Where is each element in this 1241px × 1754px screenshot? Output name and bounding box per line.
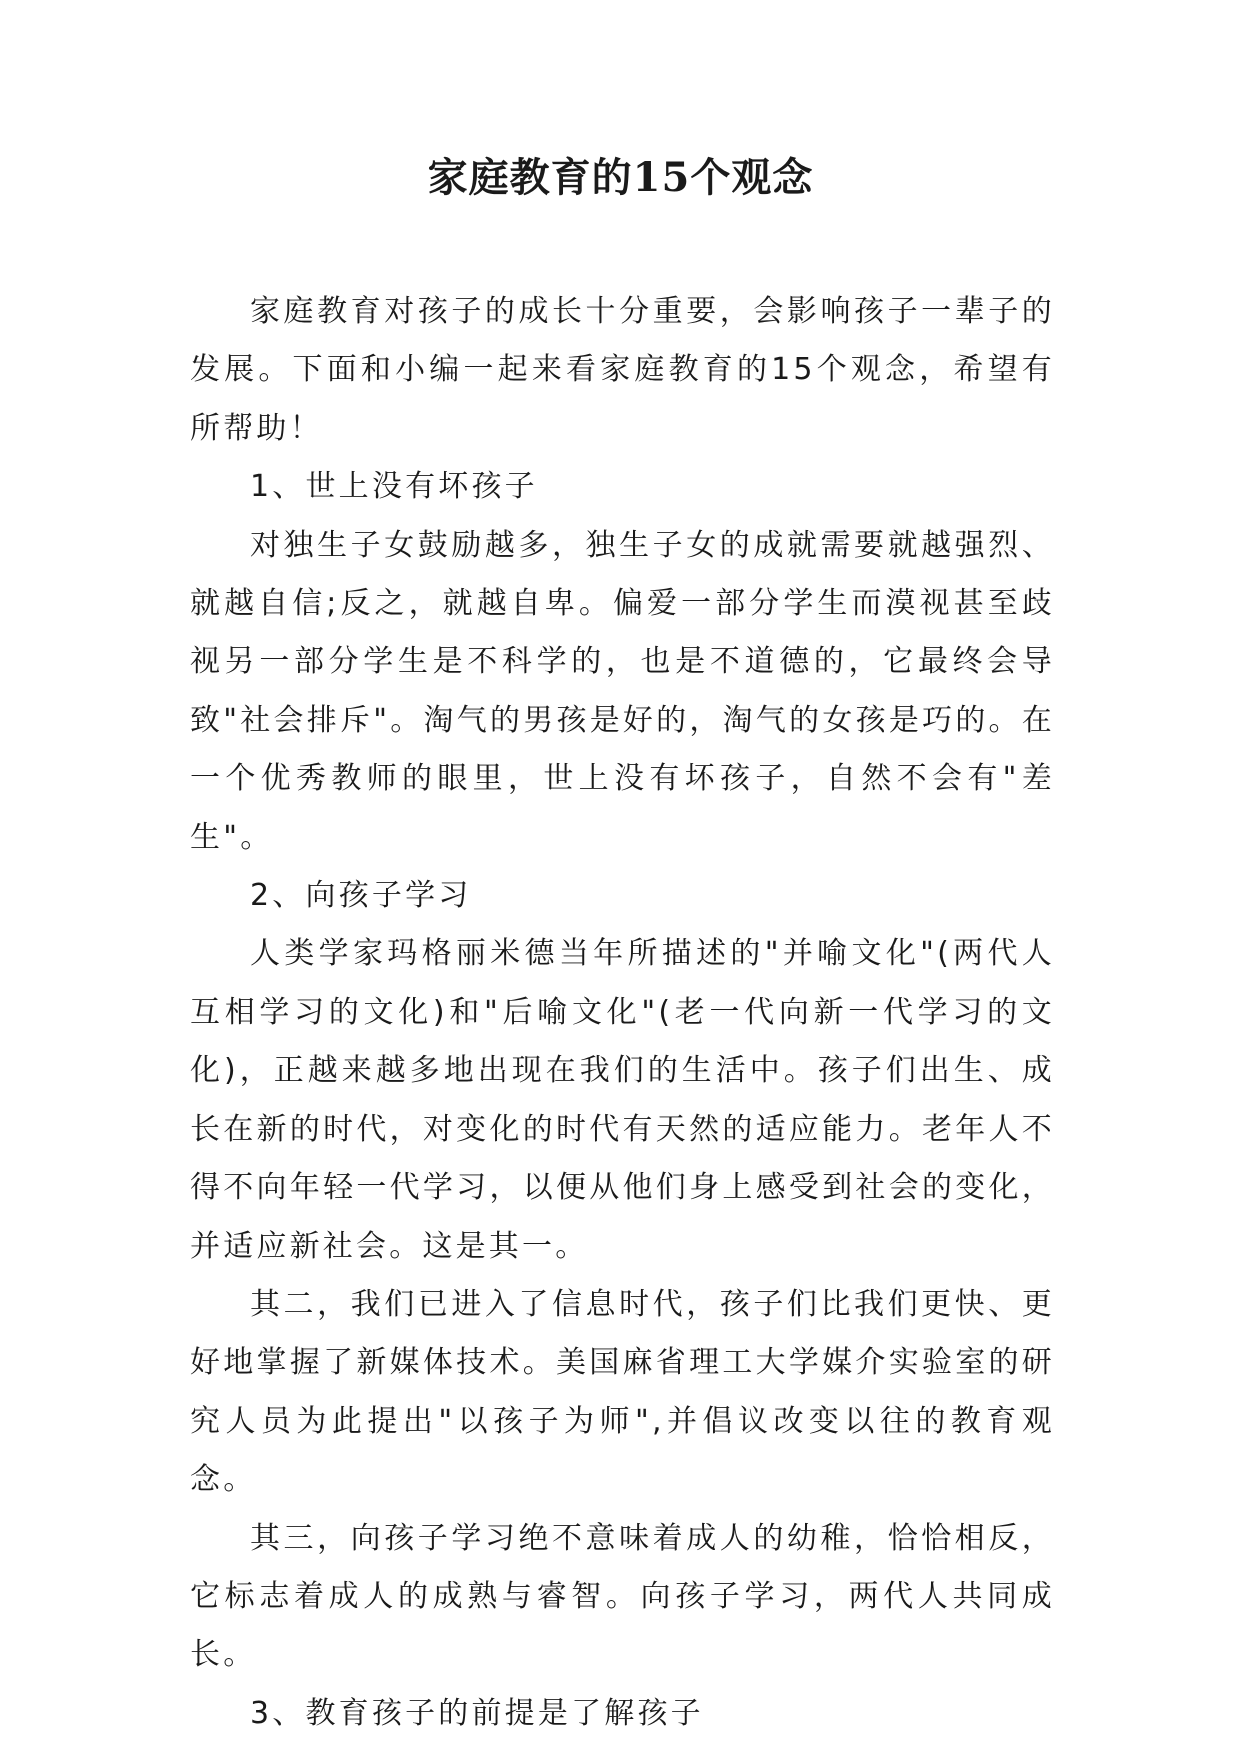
document-body	[190, 283, 1055, 1743]
section-heading-1: 1、世上没有坏孩子	[250, 469, 538, 505]
document-title: 家庭教育的15个观念	[427, 154, 814, 201]
section-1-paragraph: 对独生子女鼓励越多，独生子女的成就需要就越强烈、就越自信;反之，就越自卑。偏爱一部分学生而漠视甚至歧视另一部分学生是不科学的，也是不道德的，它最终会导致"社会排斥"。淘气的男孩是好的，淘气的女孩是巧的。在一个优秀教师的眼里，世上没有坏孩子，自然不会有"差生"。	[190, 527, 1055, 855]
intro-paragraph: 家庭教育对孩子的成长十分重要，会影响孩子一辈子的发展。下面和小编一起来看家庭教育的15个观念，希望有所帮助！	[190, 294, 1055, 446]
section-heading-3: 3、教育孩子的前提是了解孩子	[250, 1695, 704, 1731]
section-2-paragraph-3: 其三，向孩子学习绝不意味着成人的幼稚，恰恰相反，它标志着成人的成熟与睿智。向孩子学习，两代人共同成长。	[190, 1520, 1055, 1673]
section-heading-2: 2、向孩子学习	[250, 878, 472, 914]
section-2-paragraph-1: 人类学家玛格丽米德当年所描述的"并喻文化"(两代人互相学习的文化)和"后喻文化"(老一代向新一代学习的文化)，正越来越多地出现在我们的生活中。孩子们出生、成长在新的时代，对变化的时代有天然的适应能力。老年人不得不向年轻一代学习，以便从他们身上感受到社会的变化，并适应新社会。这是其一。	[190, 936, 1055, 1264]
section-2-paragraph-2: 其二，我们已进入了信息时代，孩子们比我们更快、更好地掌握了新媒体技术。美国麻省理工大学媒介实验室的研究人员为此提出"以孩子为师",并倡议改变以往的教育观念。	[190, 1286, 1055, 1498]
